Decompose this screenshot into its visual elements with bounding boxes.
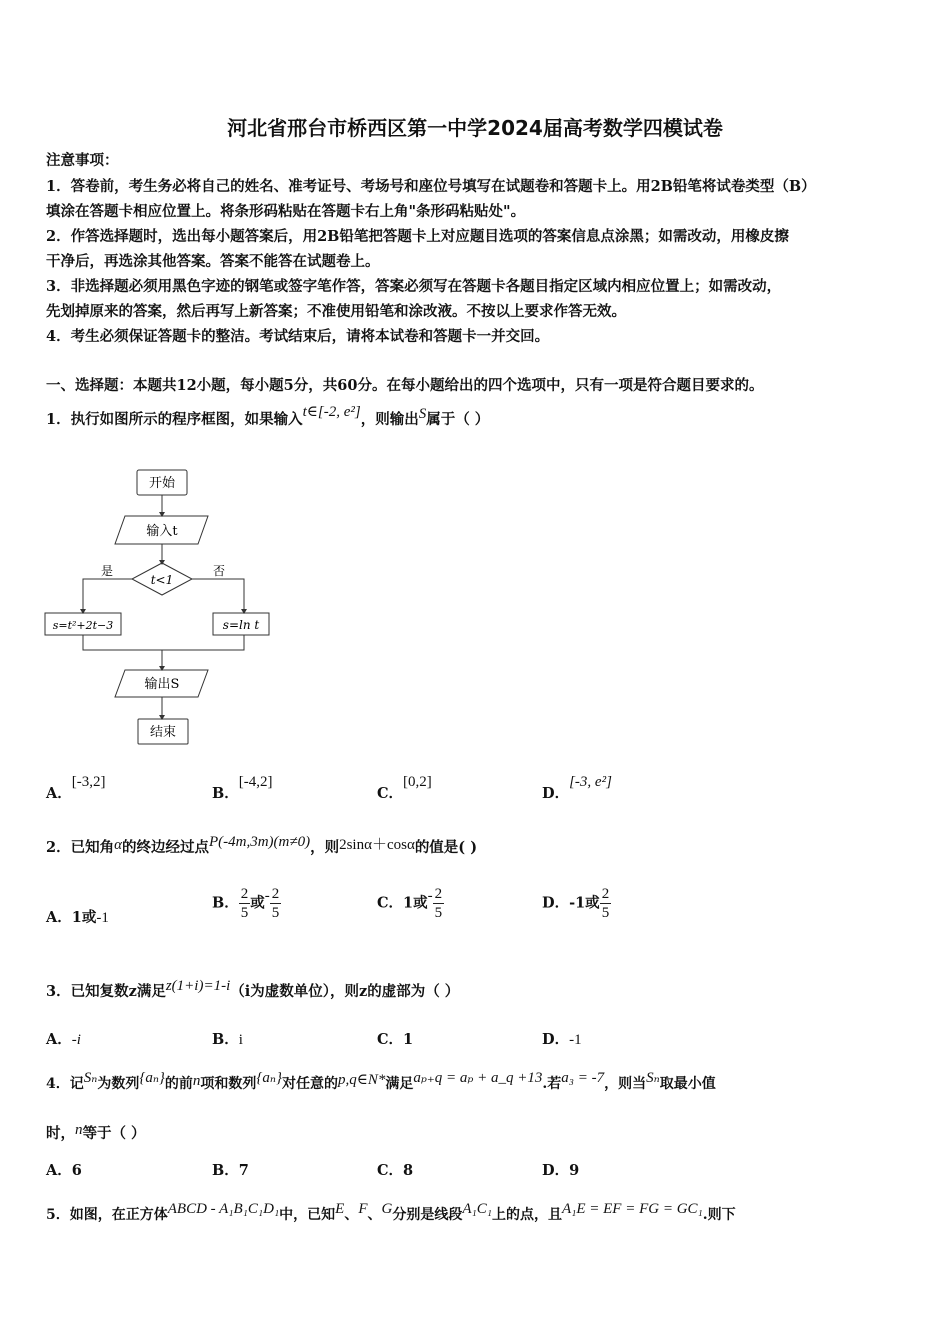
question-4-stem: 4．记Sₙ为数列{aₙ}的前n项和数列{aₙ}对任意的p,q∈N*满足aₚ₊q = aₚ + a_q +13.若a₃ = -7，则当Sₙ取最小值 [46, 1070, 716, 1092]
flow-output-label: 输出S [144, 677, 180, 692]
q4-option-d[interactable]: D．9 [542, 1162, 580, 1179]
flow-yes-label: 是 [100, 564, 114, 578]
q3-option-b[interactable]: B．i [212, 1031, 243, 1048]
program-flowchart [40, 462, 280, 752]
flow-end-label: 结束 [149, 725, 177, 740]
page-title: 河北省邢台市桥西区第一中学2024届高考数学四模试卷 [227, 116, 723, 140]
q4-option-a[interactable]: A．6 [46, 1162, 82, 1179]
q2-option-b[interactable]: B． $\frac{2}{5}$ 或- $\frac{2}{5}$ [212, 886, 280, 921]
question-5-stem: 5．如图，在正方体ABCD - A₁B₁C₁D₁中，已知E、F、G分别是线段A₁C₁上的点，且A₁E = EF = FG = GC₁.则下 [46, 1201, 736, 1223]
q1-option-b[interactable]: B．[-4,2] [212, 774, 273, 802]
notice-heading: 注意事项： [46, 152, 119, 169]
question-1-stem: 1．执行如图所示的程序框图，如果输入t∈[-2, e²]，则输出S属于（ ） [46, 404, 490, 428]
notice-item: 填涂在答题卡相应位置上。将条形码粘贴在答题卡右上角"条形码粘贴处"。 [46, 203, 526, 220]
q4-option-b[interactable]: B．7 [212, 1162, 249, 1179]
point-p: P(-4m,3m)(m≠0) [208, 834, 311, 850]
q1-option-d[interactable]: D．[-3, e²] [542, 774, 612, 802]
flow-no-label: 否 [212, 564, 226, 578]
notice-item: 1．答卷前，考生务必将自己的姓名、准考证号、考场号和座位号填写在试题卷和答题卡上。用2B铅笔将试卷类型（B） [46, 178, 816, 195]
question-2-stem: 2．已知角α的终边经过点P(-4m,3m)(m≠0)，则2sinα＋cosα的值是( ) [46, 834, 478, 856]
q2-option-a[interactable]: A．1或-1 [46, 909, 109, 926]
notice-item: 4．考生必须保证答题卡的整洁。考试结束后，请将本试卷和答题卡一并交回。 [46, 328, 550, 345]
flow-start-label: 开始 [148, 476, 176, 491]
q3-option-a[interactable]: A．-i [46, 1031, 81, 1048]
q1-option-c[interactable]: C．[0,2] [377, 774, 432, 802]
notice-item: 先划掉原来的答案，然后再写上新答案；不准使用铅笔和涂改液。不按以上要求作答无效。 [46, 303, 626, 320]
notice-item: 2．作答选择题时，选出每小题答案后，用2B铅笔把答题卡上对应题目选项的答案信息点涂黑；如需改动，用橡皮擦 [46, 228, 789, 245]
flow-left-label: s=t²+2t−3 [52, 619, 114, 632]
q4-option-c[interactable]: C．8 [377, 1162, 414, 1179]
notice-item: 干净后，再选涂其他答案。答案不能答在试题卷上。 [46, 253, 380, 270]
flow-right-label: s=ln t [222, 618, 260, 632]
flow-input-label: 输入t [146, 524, 178, 539]
question-3-stem: 3．已知复数z满足z(1+i)=1-i（i为虚数单位），则z的虚部为（ ） [46, 978, 460, 1000]
q2-option-c[interactable]: C．1或- $\frac{2}{5}$ [377, 886, 443, 921]
question-4-stem-cont: 时，n等于（ ） [46, 1122, 146, 1142]
q3-option-c[interactable]: C．1 [377, 1031, 414, 1048]
flow-decision-label: t<1 [150, 573, 174, 587]
notice-item: 3．非选择题必须用黑色字迹的钢笔或签字笔作答，答案必须写在答题卡各题目指定区域内相应位置上；如需改动， [46, 278, 782, 295]
q2-option-d[interactable]: D．-1或 $\frac{2}{5}$ [542, 886, 610, 921]
q1-option-a[interactable]: A．[-3,2] [46, 774, 106, 802]
input-condition: t∈[-2, e²] [302, 404, 361, 420]
q3-option-d[interactable]: D．-1 [542, 1031, 582, 1048]
section-heading: 一、选择题：本题共12小题，每小题5分，共60分。在每小题给出的四个选项中，只有一项是符合题目要求的。 [46, 377, 764, 394]
